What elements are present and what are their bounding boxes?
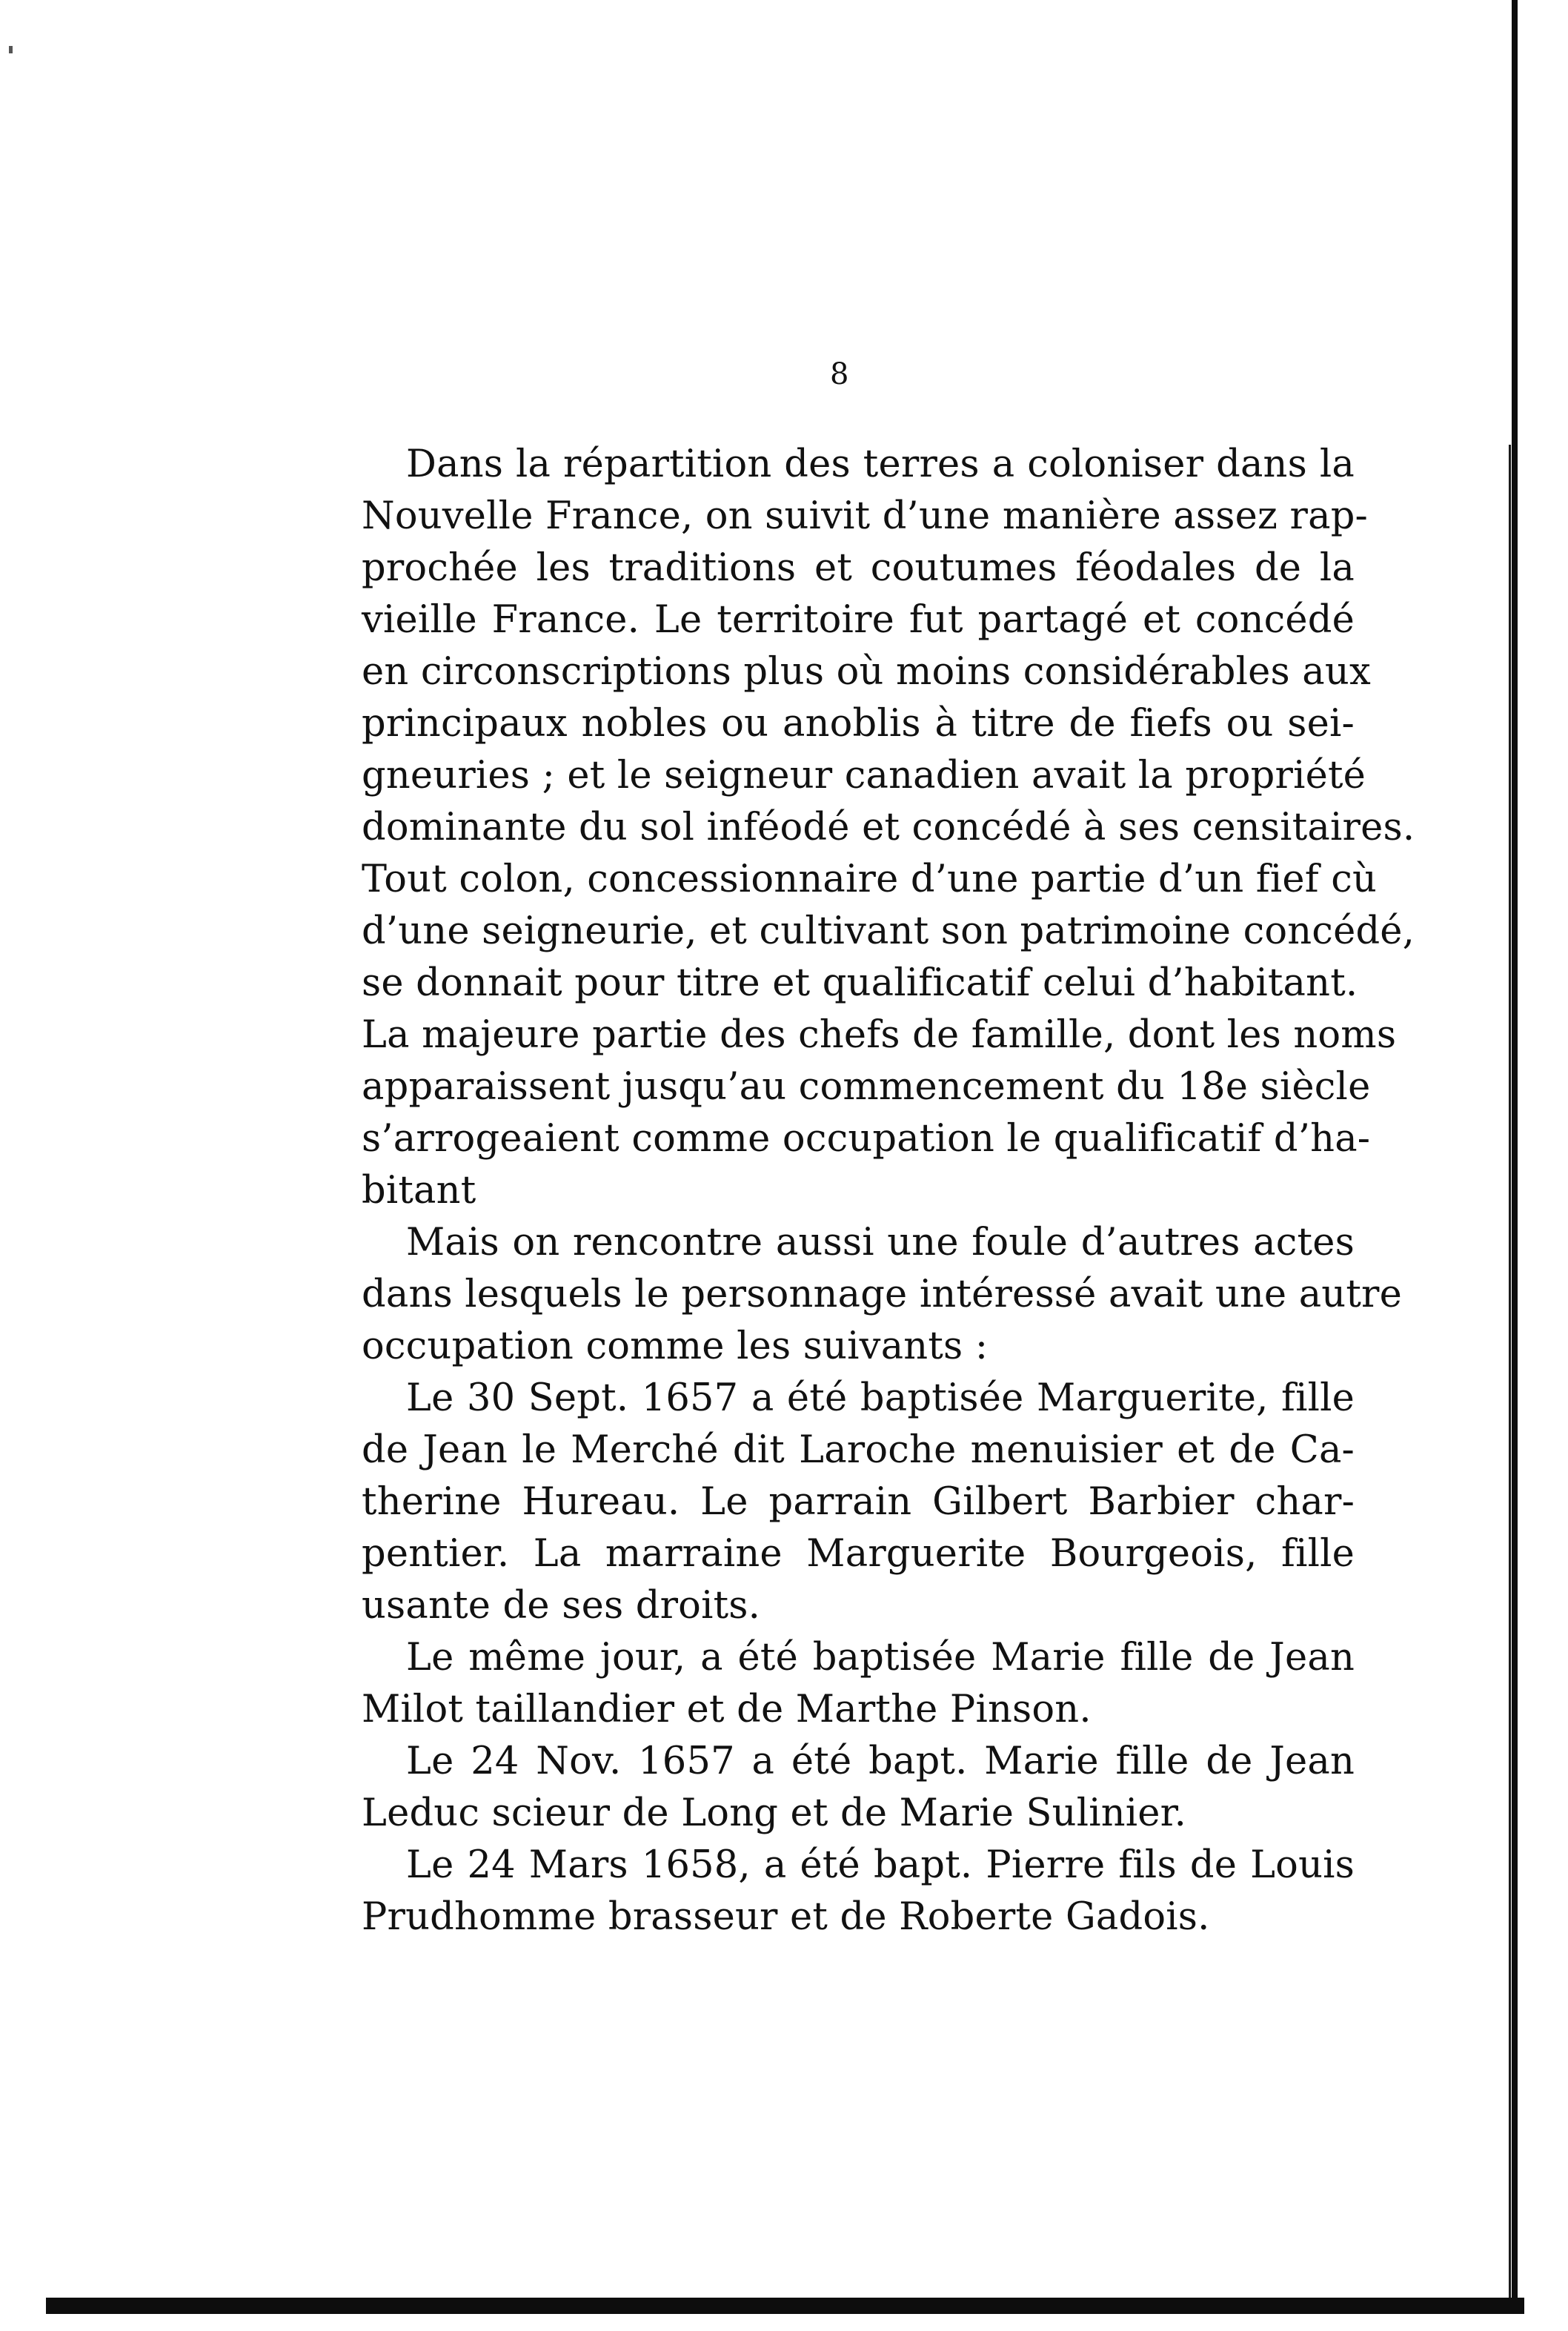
text-line: pentier. La marraine Marguerite Bourgeois, fille [362,1532,1355,1576]
text-line: Le 24 Nov. 1657 a été bapt. Marie fille de Jean [406,1740,1355,1783]
text-line: vieille France. Le territoire fut partagé et concédé [362,598,1355,642]
text-line: Dans la répartition des terres a coloniser dans la [406,442,1355,486]
paragraph-5 [362,1736,1355,1840]
text-line: therine Hureau. Le parrain Gilbert Barbier char- [362,1480,1355,1524]
text-line: usante de ses droits. [362,1584,761,1628]
bottom-rule [46,2298,1524,2314]
scan-speck [9,46,13,53]
paragraph-4 [362,1632,1355,1736]
text-line: La majeure partie des chefs de famille, dont les noms [362,1013,1397,1057]
text-line: occupation comme les suivants : [362,1324,989,1368]
text-line: prochée les traditions et coutumes féodales de la [362,546,1355,590]
text-line: gneuries ; et le seigneur canadien avait la propriété [362,754,1366,798]
text-line: Tout colon, concessionnaire d’une partie d’un fief cù [362,858,1378,901]
text-line: dans lesquels le personnage intéressé avait une autre [362,1273,1403,1316]
text-line: en circonscriptions plus où moins considérables aux [362,650,1371,694]
text-line: Nouvelle France, on suivit d’une manière assez rap- [362,494,1368,538]
text-line: bitant [362,1169,476,1213]
paragraph-1 [362,439,1415,1217]
paragraph-3 [362,1373,1355,1632]
page-number: 8 [830,357,849,391]
text-line: Le même jour, a été baptisée Marie fille de Jean [406,1636,1355,1680]
text-line: Le 30 Sept. 1657 a été baptisée Marguerite, fille [406,1376,1355,1420]
text-line: Mais on rencontre aussi une foule d’autres actes [406,1221,1355,1264]
body-text [362,439,1415,1943]
text-line: apparaissent jusqu’au commencement du 18e siècle [362,1065,1371,1109]
text-line: principaux nobles ou anoblis à titre de fiefs ou sei- [362,702,1355,746]
page-edge-shadow [1512,0,1518,2312]
text-line: d’une seigneurie, et cultivant son patrimoine concédé, [362,909,1415,953]
paragraph-6 [362,1840,1355,1943]
text-line: Le 24 Mars 1658, a été bapt. Pierre fils de Louis [406,1843,1355,1887]
text-line: Leduc scieur de Long et de Marie Sulinier. [362,1791,1187,1835]
text-line: dominante du sol inféodé et concédé à ses censitaires. [362,806,1415,849]
text-line: de Jean le Merché dit Laroche menuisier et de Ca- [362,1428,1355,1472]
text-line: se donnait pour titre et qualificatif celui d’habitant. [362,961,1358,1005]
text-line: Milot taillandier et de Marthe Pinson. [362,1688,1092,1731]
page-edge-line [1509,445,1511,2298]
text-line: s’arrogeaient comme occupation le qualificatif d’ha- [362,1117,1371,1161]
paragraph-2 [362,1217,1403,1373]
text-line: Prudhomme brasseur et de Roberte Gadois. [362,1895,1210,1939]
